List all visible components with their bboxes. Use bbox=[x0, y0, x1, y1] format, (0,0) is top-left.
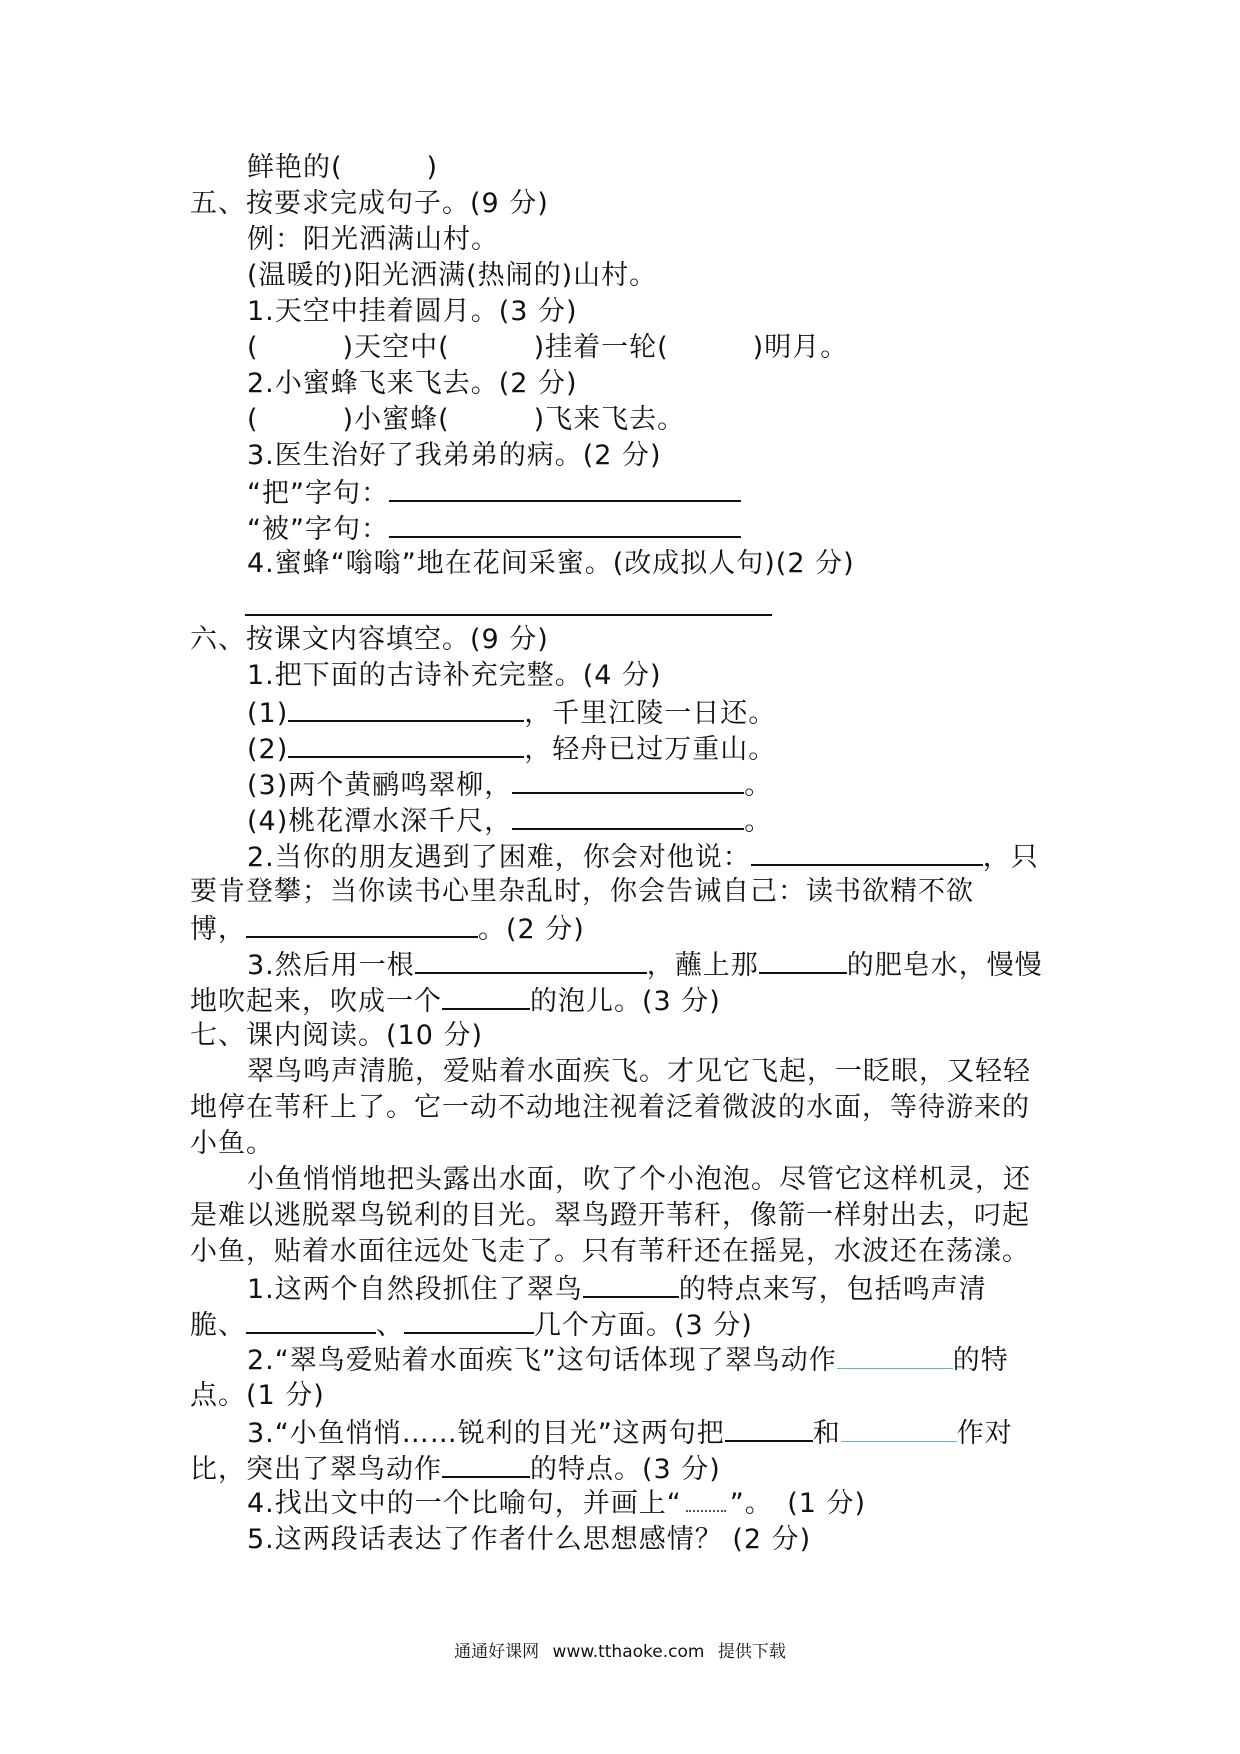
question-5-2: 2.小蜜蜂飞来飞去。(2 分) bbox=[247, 368, 578, 399]
reading-passage-line: 地停在苇秆上了。它一动不动地注视着泛着微波的水面，等待游来的 bbox=[190, 1092, 1030, 1123]
answer-blank[interactable] bbox=[512, 802, 744, 830]
poem-text: ，轻舟已过万重山。 bbox=[524, 734, 777, 765]
poem-index: (2) bbox=[247, 734, 289, 765]
question-6-1: 1.把下面的古诗补充完整。(4 分) bbox=[247, 660, 662, 691]
answer-5-1: ( )天空中( )挂着一轮( )明月。 bbox=[247, 332, 849, 363]
question-text: 的特点来写，包括鸣声清 bbox=[678, 1274, 987, 1305]
question-7-2-cont: 点。(1 分) bbox=[190, 1380, 325, 1411]
answer-blank[interactable] bbox=[246, 1306, 376, 1334]
answer-blank[interactable] bbox=[288, 694, 524, 722]
poem-line-2 bbox=[247, 730, 776, 768]
reading-passage-line: 是难以逃脱翠鸟锐利的目光。翠鸟蹬开苇秆，像箭一样射出去，叼起 bbox=[190, 1200, 1030, 1231]
question-text: ”。 (1 分) bbox=[729, 1488, 867, 1519]
poem-text: ，千里江陵一日还。 bbox=[524, 698, 777, 729]
answer-blank[interactable] bbox=[246, 910, 478, 938]
answer-blank[interactable] bbox=[837, 1342, 953, 1369]
question-text: 博， bbox=[190, 914, 246, 945]
question-6-2-end bbox=[190, 910, 585, 948]
question-text: 的泡儿。(3 分) bbox=[530, 986, 721, 1017]
section-heading-5: 五、按要求完成句子。(9 分) bbox=[190, 188, 549, 219]
question-7-1-cont bbox=[190, 1306, 753, 1344]
footer-note: 提供下载 bbox=[717, 1642, 786, 1662]
answer-5-2: ( )小蜜蜂( )飞来飞去。 bbox=[247, 404, 686, 435]
reading-passage-line: 小鱼。 bbox=[190, 1128, 274, 1159]
question-7-1 bbox=[247, 1270, 987, 1308]
poem-text: 。 bbox=[744, 770, 773, 801]
question-text: 几个方面。(3 分) bbox=[534, 1310, 753, 1341]
answer-blank[interactable] bbox=[442, 982, 530, 1010]
reading-passage-line: 翠鸟鸣声清脆，爱贴着水面疾飞。才见它飞起，一眨眼，又轻轻 bbox=[247, 1056, 1031, 1087]
wavy-line-icon bbox=[686, 1494, 726, 1512]
question-7-3 bbox=[247, 1414, 1013, 1452]
section-heading-7: 七、课内阅读。(10 分) bbox=[190, 1020, 484, 1051]
answer-blank[interactable] bbox=[725, 1414, 813, 1442]
ba-sentence-line bbox=[247, 474, 741, 512]
poem-line-1 bbox=[247, 694, 776, 732]
poem-line-3 bbox=[247, 766, 772, 804]
question-7-3-cont bbox=[190, 1450, 721, 1488]
answer-blank[interactable] bbox=[512, 766, 744, 794]
question-text: 的特 bbox=[952, 1345, 1009, 1376]
text-line: 鲜艳的( ) bbox=[247, 152, 439, 183]
answer-blank[interactable] bbox=[759, 946, 847, 974]
ba-sentence-label: “把”字句： bbox=[247, 478, 389, 509]
poem-text: (3)两个黄鹂鸣翠柳， bbox=[247, 770, 513, 801]
answer-blank[interactable] bbox=[389, 474, 741, 502]
question-7-2 bbox=[247, 1342, 1009, 1379]
reading-passage-line: 小鱼悄悄地把头露出水面，吹了个小泡泡。尽管它这样机灵，还 bbox=[247, 1164, 1031, 1195]
question-text: 脆、 bbox=[190, 1310, 246, 1341]
answer-blank[interactable] bbox=[751, 838, 983, 866]
question-5-1: 1.天空中挂着圆月。(3 分) bbox=[247, 296, 578, 327]
answer-blank[interactable] bbox=[389, 510, 741, 538]
question-text: 、 bbox=[376, 1310, 404, 1341]
question-text: 的特点。(3 分) bbox=[530, 1454, 721, 1485]
question-text: 1.这两个自然段抓住了翠鸟 bbox=[247, 1274, 583, 1305]
question-text: 和 bbox=[812, 1418, 841, 1449]
question-text: 3.“小鱼悄悄……锐利的目光”这两句把 bbox=[247, 1418, 725, 1449]
answer-blank[interactable] bbox=[415, 946, 647, 974]
question-7-5: 5.这两段话表达了作者什么思想感情？ (2 分) bbox=[247, 1524, 812, 1555]
question-6-2 bbox=[247, 838, 1039, 876]
question-5-4: 4.蜜蜂“嗡嗡”地在花间采蜜。(改成拟人句)(2 分) bbox=[247, 548, 855, 579]
reading-passage-line: 小鱼，贴着水面往远处飞走了。只有苇秆还在摇晃，水波还在荡漾。 bbox=[190, 1236, 1030, 1267]
bei-sentence-line bbox=[247, 510, 741, 548]
answer-blank[interactable] bbox=[841, 1415, 957, 1442]
answer-blank[interactable] bbox=[288, 730, 524, 758]
poem-text: 。 bbox=[744, 806, 773, 837]
question-5-3: 3.医生治好了我弟弟的病。(2 分) bbox=[247, 440, 662, 471]
question-text: 2.“翠鸟爱贴着水面疾飞”这句话体现了翠鸟动作 bbox=[247, 1345, 837, 1376]
example-answer: (温暖的)阳光洒满(热闹的)山村。 bbox=[247, 260, 658, 291]
poem-line-4 bbox=[247, 802, 772, 840]
page-footer bbox=[0, 1640, 1240, 1664]
answer-blank[interactable] bbox=[404, 1306, 534, 1334]
answer-blank[interactable] bbox=[583, 1270, 679, 1298]
answer-line[interactable] bbox=[245, 614, 772, 616]
question-text: 地吹起来，吹成一个 bbox=[190, 986, 442, 1017]
example-line: 例：阳光洒满山村。 bbox=[247, 224, 499, 255]
answer-blank[interactable] bbox=[442, 1450, 530, 1478]
question-text: ，只 bbox=[982, 842, 1039, 873]
poem-index: (1) bbox=[247, 698, 289, 729]
question-6-2-cont: 要肯登攀；当你读书心里杂乱时，你会告诫自己：读书欲精不欲 bbox=[190, 876, 974, 907]
question-7-4 bbox=[247, 1486, 866, 1522]
question-text: 。(2 分) bbox=[478, 914, 585, 945]
question-text: ，蘸上那 bbox=[646, 950, 759, 981]
question-text: 比，突出了翠鸟动作 bbox=[190, 1454, 442, 1485]
question-6-3-cont bbox=[190, 982, 721, 1020]
bei-sentence-label: “被”字句： bbox=[247, 514, 389, 545]
footer-site: 通通好课网 bbox=[454, 1642, 540, 1662]
question-text: 4.找出文中的一个比喻句，并画上“ bbox=[247, 1488, 682, 1519]
question-text: 3.然后用一根 bbox=[247, 950, 415, 981]
section-heading-6: 六、按课文内容填空。(9 分) bbox=[190, 624, 549, 655]
footer-url[interactable]: www.tthaoke.com bbox=[552, 1642, 705, 1662]
poem-text: (4)桃花潭水深千尺， bbox=[247, 806, 513, 837]
question-6-3 bbox=[247, 946, 1043, 984]
question-text: 的肥皂水，慢慢 bbox=[846, 950, 1043, 981]
question-text: 2.当你的朋友遇到了困难，你会对他说： bbox=[247, 842, 751, 873]
question-text: 作对 bbox=[956, 1418, 1013, 1449]
